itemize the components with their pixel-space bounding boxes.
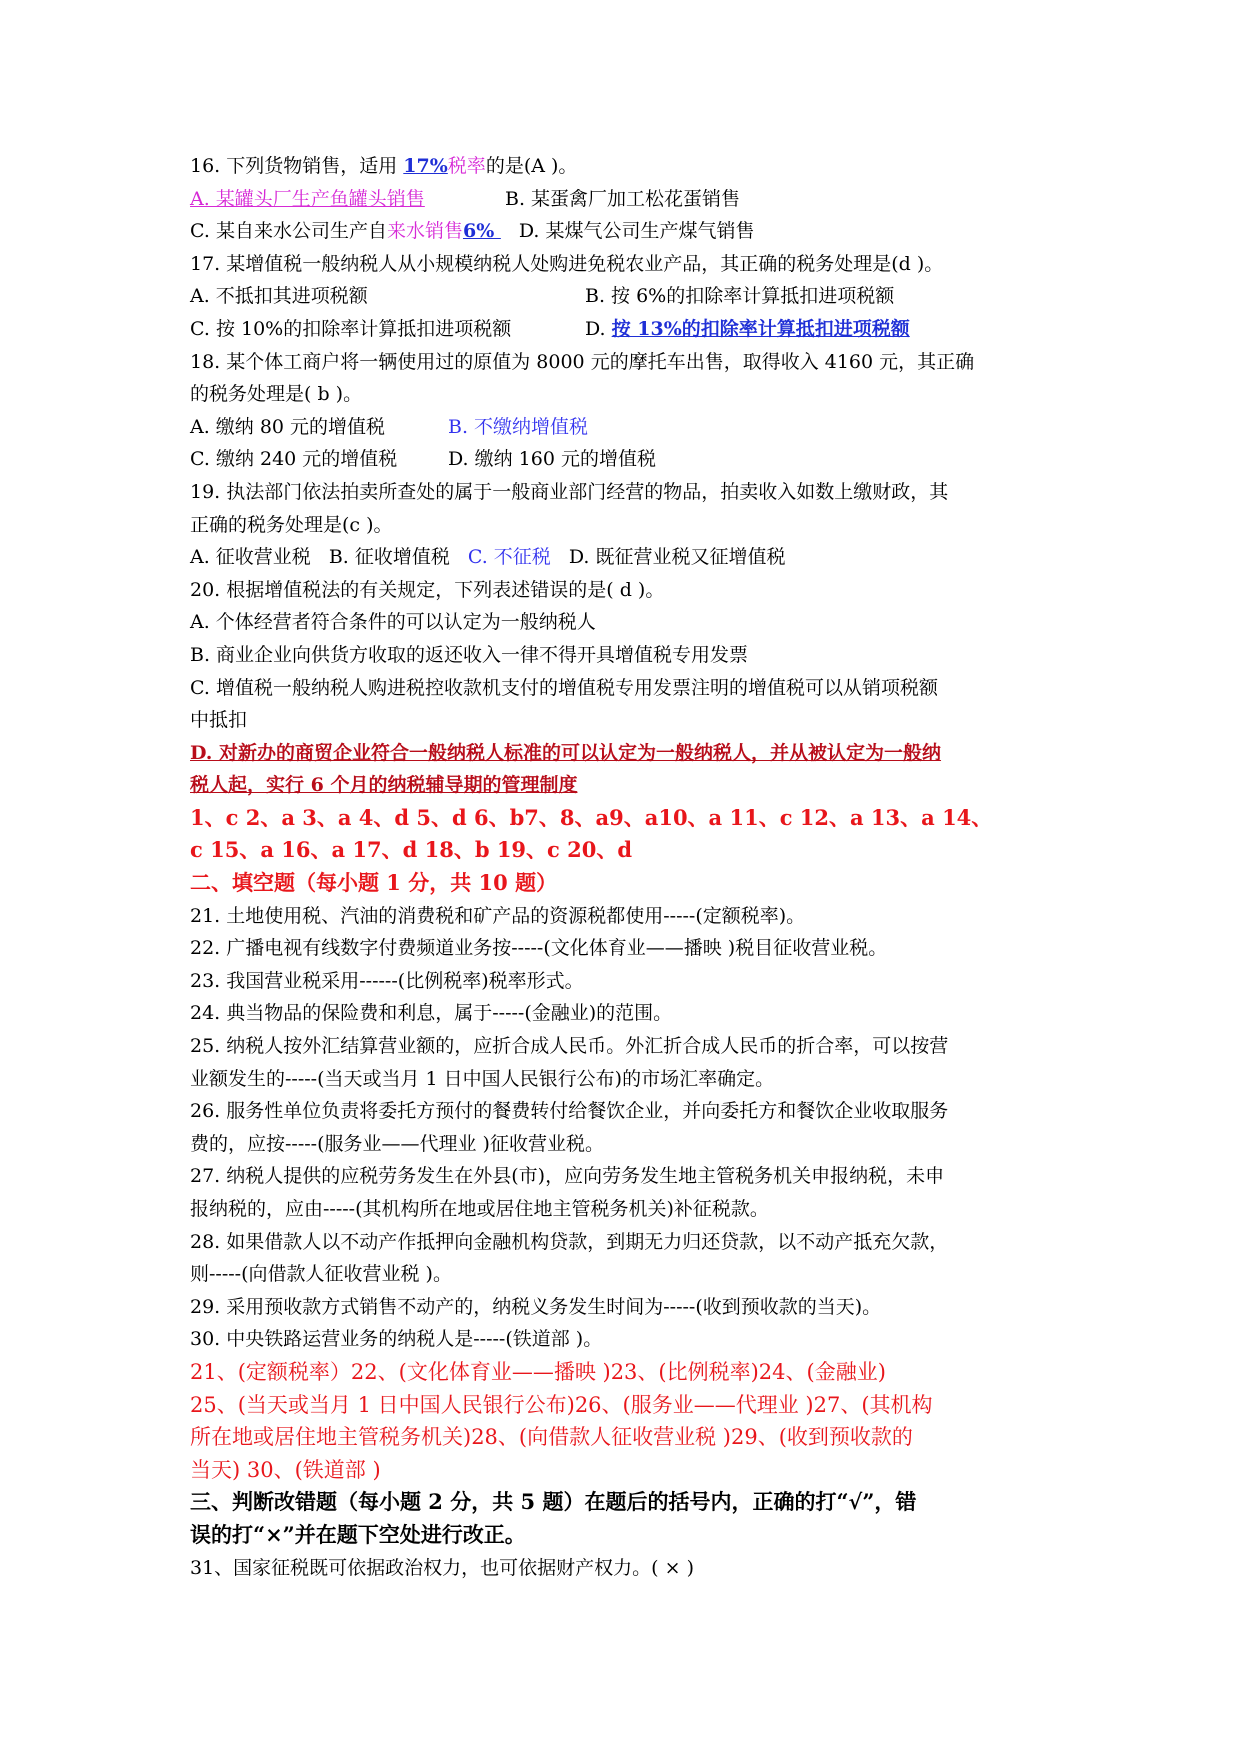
q21: 21. 土地使用税、汽油的消费税和矿产品的资源税都使用-----(定额税率)。 xyxy=(190,904,806,927)
q17-stem: 17. 某增值税一般纳税人从小规模纳税人处购进免税农业产品，其正确的税务处理是(d )。 xyxy=(190,252,944,275)
q18-option-b: B. 不缴纳增值税 xyxy=(448,415,589,438)
q17-options-cd xyxy=(190,313,1070,346)
q28-line-1: 28. 如果借款人以不动产作抵押向金融机构贷款，到期无力归还贷款，以不动产抵充欠款， xyxy=(190,1230,949,1253)
q16-rate-17: 17% xyxy=(403,155,448,177)
q16-option-c-water: 来水销售 xyxy=(386,220,463,243)
document-body xyxy=(190,150,1070,1584)
q23: 23. 我国营业税采用------(比例税率)税率形式。 xyxy=(190,969,584,992)
q25-line-1: 25. 纳税人按外汇结算营业额的，应折合成人民币。外汇折合成人民币的折合率，可以按营 xyxy=(190,1035,949,1058)
q19-option-b: B. 征收增值税 xyxy=(328,546,450,569)
q20-stem: 20. 根据增值税法的有关规定，下列表述错误的是( d )。 xyxy=(190,578,665,601)
q27-line-2: 报纳税的，应由-----(其机构所在地或居住地主管税务机关)补征税款。 xyxy=(190,1198,769,1220)
q27-line-1: 27. 纳税人提供的应税劳务发生在外县(市)，应向劳务发生地主管税务机关申报纳税，未申 xyxy=(190,1165,945,1188)
q19-stem-2: 正确的税务处理是(c )。 xyxy=(190,513,393,536)
q22: 22. 广播电视有线数字付费频道业务按-----(文化体育业——播映 )税目征收营业税。 xyxy=(190,937,888,960)
q20-option-c-2: 中抵扣 xyxy=(190,709,248,732)
section-3-heading-1: 三、判断改错题（每小题 2 分，共 5 题）在题后的括号内，正确的打“√”，错 xyxy=(190,1489,917,1515)
q17-options-ab xyxy=(190,280,1070,313)
q26-line-2: 费的，应按-----(服务业——代理业 )征收营业税。 xyxy=(190,1132,604,1155)
answers-2-line-4: 当天) 30、(铁道部 ) xyxy=(190,1457,381,1482)
answers-1-line-1: 1、c 2、a 3、a 4、d 5、d 6、b7、8、a9、a10、a 11、c 12、a 13、a 14、 xyxy=(190,804,993,830)
answers-2-line-2: 25、(当天或当月 1 日中国人民银行公布)26、(服务业——代理业 )27、(其机构 xyxy=(190,1392,933,1417)
q26-line-1: 26. 服务性单位负责将委托方预付的餐费转付给餐饮企业，并向委托方和餐饮企业收取服务 xyxy=(190,1100,949,1123)
q25-line-2: 业额发生的-----(当天或当月 1 日中国人民银行公布)的市场汇率确定。 xyxy=(190,1067,775,1090)
q19-option-a: A. 征收营业税 xyxy=(190,546,311,569)
q18-options-cd xyxy=(190,443,1070,476)
q30: 30. 中央铁路运营业务的纳税人是-----(铁道部 )。 xyxy=(190,1328,603,1351)
q16-option-c: C. 某自来水公司生产自 xyxy=(190,220,387,243)
q19-option-c: C. 不征税 xyxy=(467,546,551,569)
q16-option-d: D. 某煤气公司生产煤气销售 xyxy=(518,220,755,243)
q18-option-a: A. 缴纳 80 元的增值税 xyxy=(190,415,386,438)
q17-option-a: A. 不抵扣其进项税额 xyxy=(190,285,368,308)
q28-line-2: 则-----(向借款人征收营业税 )。 xyxy=(190,1263,452,1286)
q16-stem-end: 的是(A )。 xyxy=(485,155,578,177)
q16-stem xyxy=(190,150,1070,183)
q16-option-a: A. 某罐头厂生产鱼罐头销售 xyxy=(190,187,425,210)
answers-2-line-1: 21、(定额税率）22、(文化体育业——播映 )23、(比例税率)24、(金融业) xyxy=(190,1359,886,1384)
q17-option-b: B. 按 6%的扣除率计算抵扣进项税额 xyxy=(585,285,895,308)
q16-stem-text: 16. 下列货物销售，适用 xyxy=(190,155,404,177)
q29: 29. 采用预收款方式销售不动产的，纳税义务发生时间为-----(收到预收款的当天)。 xyxy=(190,1295,882,1318)
q20-option-d-1: D. 对新办的商贸企业符合一般纳税人标准的可以认定为一般纳税人，并从被认定为一般纳 xyxy=(190,741,942,764)
q19-options xyxy=(190,541,1070,574)
q17-option-d: 按 13%的扣除率计算抵扣进项税额 xyxy=(611,317,910,340)
section-2-heading: 二、填空题（每小题 1 分，共 10 题） xyxy=(190,870,558,896)
q24: 24. 典当物品的保险费和利息，属于-----(金融业)的范围。 xyxy=(190,1002,673,1025)
q18-options-ab xyxy=(190,411,1070,444)
q19-stem-1: 19. 执法部门依法拍卖所查处的属于一般商业部门经营的物品，拍卖收入如数上缴财政，其 xyxy=(190,480,949,503)
q16-option-b: B. 某蛋禽厂加工松花蛋销售 xyxy=(505,187,741,210)
answers-2-line-3: 所在地或居住地主管税务机关)28、(向借款人征收营业税 )29、(收到预收款的 xyxy=(190,1425,913,1450)
q16-options-ab xyxy=(190,183,1070,216)
q16-rate-word: 税率 xyxy=(447,155,486,177)
q18-stem-1: 18. 某个体工商户将一辆使用过的原值为 8000 元的摩托车出售，取得收入 4160 元，其正确 xyxy=(190,350,975,373)
q16-options-cd xyxy=(190,215,1070,248)
answers-1-line-2: c 15、a 16、a 17、d 18、b 19、c 20、d xyxy=(190,837,633,863)
q17-option-d-label: D. xyxy=(585,317,612,340)
q31: 31、国家征税既可依据政治权力，也可依据财产权力。( × ) xyxy=(190,1556,695,1579)
q18-option-c: C. 缴纳 240 元的增值税 xyxy=(190,448,398,471)
q16-option-c-rate: 6% xyxy=(462,220,501,243)
q18-option-d: D. 缴纳 160 元的增值税 xyxy=(448,448,656,471)
q20-option-d-2: 税人起，实行 6 个月的纳税辅导期的管理制度 xyxy=(190,774,578,797)
q20-option-c-1: C. 增值税一般纳税人购进税控收款机支付的增值税专用发票注明的增值税可以从销项税额 xyxy=(190,676,938,699)
q17-option-c: C. 按 10%的扣除率计算抵扣进项税额 xyxy=(190,317,512,340)
q18-stem-2: 的税务处理是( b )。 xyxy=(190,383,363,406)
answers-2-block xyxy=(190,1356,1070,1486)
q20-option-a: A. 个体经营者符合条件的可以认定为一般纳税人 xyxy=(190,611,596,634)
q19-option-d: D. 既征营业税又征增值税 xyxy=(568,546,786,569)
section-3-heading-2: 误的打“×”并在题下空处进行改正。 xyxy=(190,1521,526,1547)
q20-option-b: B. 商业企业向供货方收取的返还收入一律不得开具增值税专用发票 xyxy=(190,643,749,666)
